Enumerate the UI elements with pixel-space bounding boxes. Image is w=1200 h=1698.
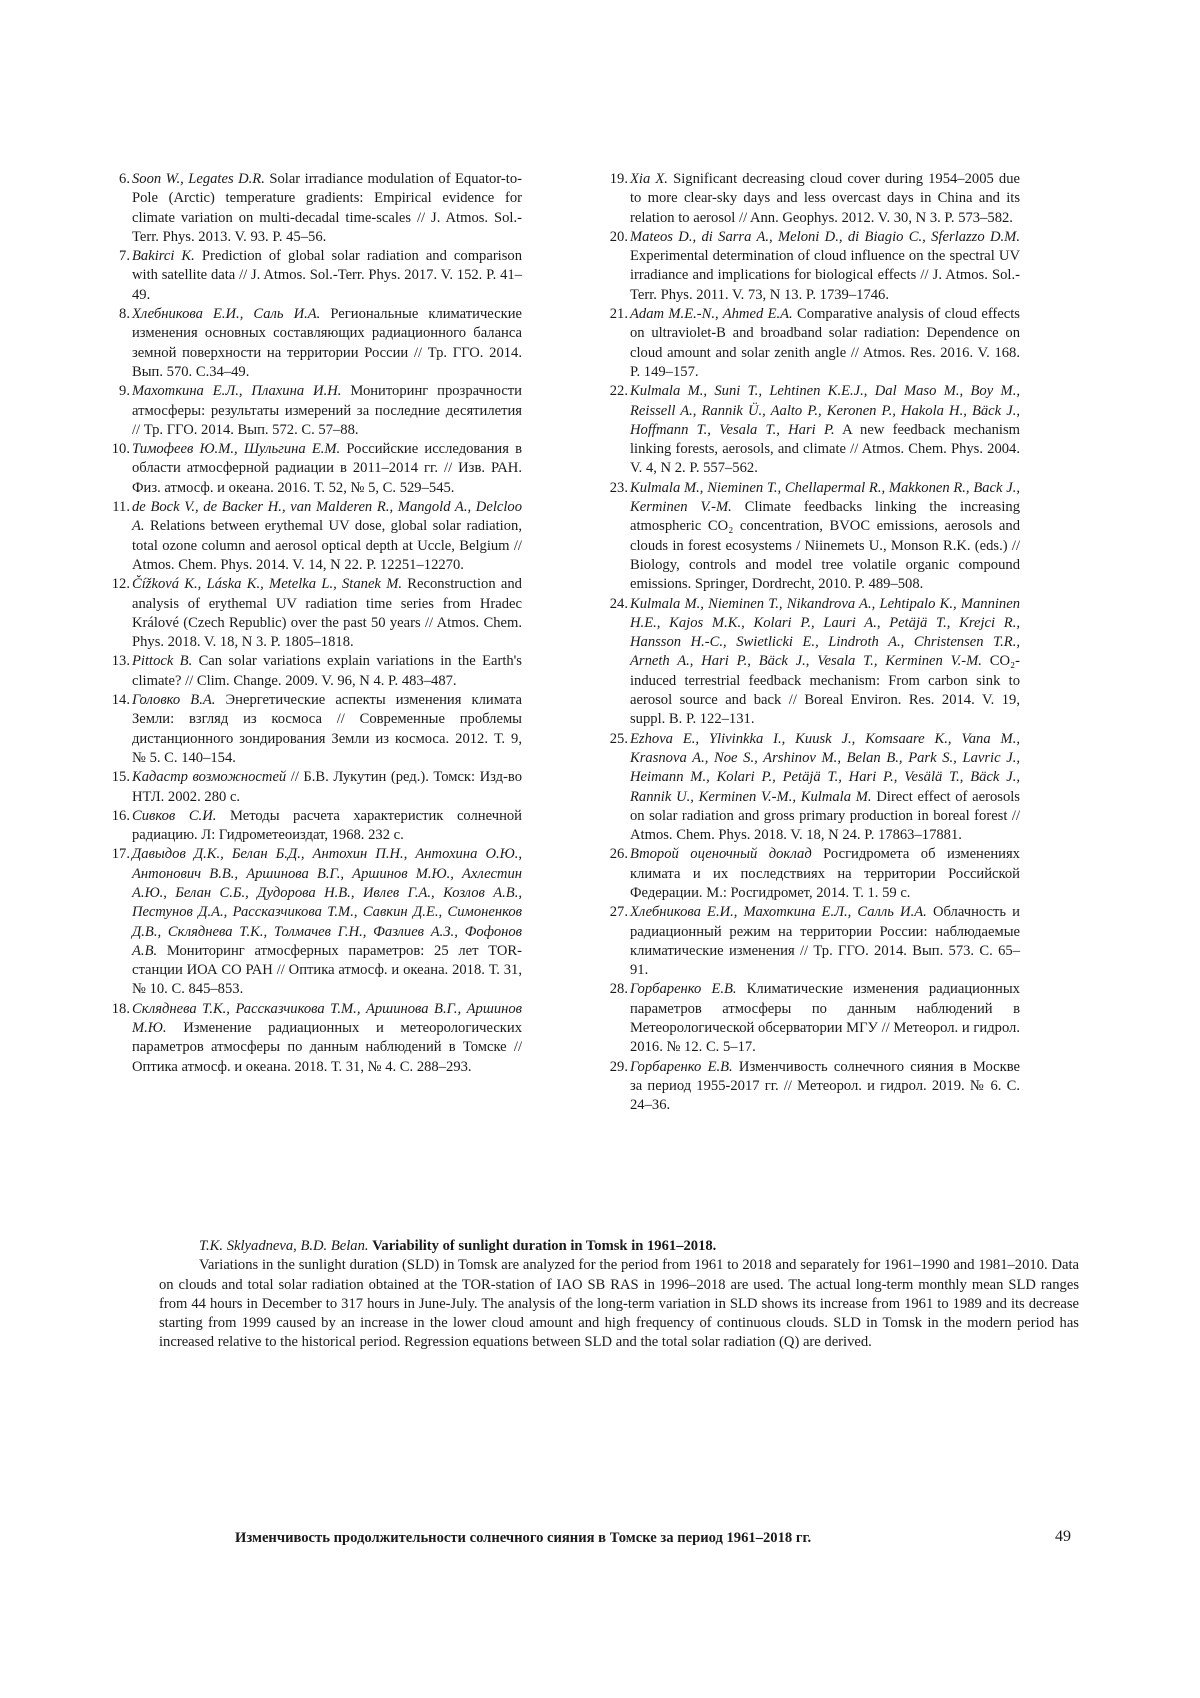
reference-item [112, 247, 522, 305]
reference-item [112, 575, 522, 652]
reference-text: Experimental determination of cloud influence on the spectral UV irradiance and implications for biological effects // J. Atmos. Sol.-Terr. Phys. 2011. V. 73, N 13. P. 1739–1746. [630, 248, 1020, 303]
reference-number: 13. [111, 653, 130, 670]
reference-item [112, 691, 522, 768]
reference-item [610, 305, 1020, 382]
reference-text: Solar irradiance modulation of Equator-to-Pole (Arctic) temperature gradients: Empirical evidence for climate variation on multi-decadal time-scales // J. Atmos. Sol.-Terr. Phys. 2013. V. 93. P. 45–56. [132, 171, 522, 245]
reference-authors: Čížková K., Láska K., Metelka L., Stanek M. [132, 576, 402, 593]
reference-item [112, 170, 522, 247]
page-number: 49 [1055, 1528, 1071, 1545]
reference-text: Региональные климатические изменения основных составляющих радиационного баланса земной поверхности на территории России // Тр. ГГО. 2014. Вып. 570. С.34–49. [132, 306, 522, 380]
reference-authors: Горбаренко Е.В. [630, 1058, 733, 1075]
reference-authors: Тимофеев Ю.М., Шульгина Е.М. [132, 441, 341, 458]
reference-number: 23. [609, 479, 628, 496]
reference-text: Методы расчета характеристик солнечной радиацию. Л: Гидрометеоиздат, 1968. 232 с. [132, 807, 522, 844]
abstract-heading [159, 1237, 1079, 1256]
abstract-body: Variations in the sunlight duration (SLD) in Tomsk are analyzed for the period from 1961 to 2018 and separately for 1961–1990 and 1981–2010. Data on clouds and total solar radiation obtained at the TOR-station of IAO SB RAS in 1996–2018 are used. The actual long-term monthly mean SLD ranges from 44 hours in December to 317 hours in June-July. The analysis of the long-term variation in SLD shows its increase from 1961 to 1989 and its decrease starting from 1999 caused by an increase in the lower cloud amount and high frequency of continuous clouds. SLD in Tomsk in the modern period has increased relative to the historical period. Regression equations between SLD and the total solar radiation (Q) are derived. [159, 1257, 1079, 1351]
reference-authors: Ezhova E., Ylivinkka I., Kuusk J., Komsaare K., Vana M., Krasnova A., Noe S., Arshinov M., Belan B., Park S., Lavric J., Heimann M., Kolari P., Petäjä T., Hari P., Vesälä T., Bäck J., Rannik U., Kerminen V.-M., Kulmala M. [630, 730, 1020, 805]
reference-authors: Головко В.А. [132, 692, 216, 709]
reference-authors: Xia X. [630, 171, 668, 187]
reference-number: 26. [609, 846, 628, 863]
reference-item [112, 652, 522, 691]
reference-text: Relations between erythemal UV dose, global solar radiation, total ozone column and aerosol optical depth at Uccle, Belgium // Atmos. Chem. Phys. 2014. V. 14, N 22. P. 12251–12270. [132, 518, 522, 573]
reference-authors: Adam M.E.-N., Ahmed E.A. [630, 306, 793, 323]
references-right-column [610, 170, 1020, 1116]
reference-number: 22. [609, 383, 628, 400]
reference-authors: Кадастр возможностей [132, 769, 287, 786]
reference-authors: Soon W., Legates D.R. [132, 171, 265, 187]
reference-number: 7. [119, 248, 130, 265]
reference-item [610, 479, 1020, 595]
reference-text: Изменение радиационных и метеорологических параметров атмосферы по данным наблюдений в Томске // Оптика атмосф. и океана. 2018. Т. 31, № 4. С. 288–293. [132, 1020, 522, 1075]
reference-authors: Махоткина Е.Л., Плахина И.Н. [132, 383, 342, 400]
reference-item [610, 595, 1020, 730]
reference-text: Российские исследования в области атмосферной радиации в 2011–2014 гг. // Изв. РАН. Физ. атмосф. и океана. 2016. Т. 52, № 5, С. 529–545. [132, 441, 522, 496]
reference-text: Мониторинг прозрачности атмосферы: результаты измерений за последние десятилетия // Тр. ГГО. 2014. Вып. 572. С. 57–88. [132, 383, 522, 438]
reference-text: Reconstruction and analysis of erythemal UV radiation time series from Hradec Králové (Czech Republic) over the past 50 years // Atmos. Chem. Phys. 2018. V. 18, N 3. P. 1805–1818. [132, 576, 522, 651]
reference-item [610, 1058, 1020, 1116]
reference-authors: Сивков С.И. [132, 807, 217, 824]
reference-item [112, 768, 522, 807]
reference-authors: Mateos D., di Sarra A., Meloni D., di Biagio C., Sferlazzo D.M. [630, 228, 1020, 245]
reference-number: 6. [119, 171, 130, 187]
reference-item [112, 845, 522, 999]
reference-text: CO₂-induced terrestrial feedback mechanism: From carbon sink to aerosol source and back // Boreal Environ. Res. 2014. V. 19, suppl. B. P. 122–131. [630, 653, 1020, 728]
reference-number: 8. [119, 306, 130, 323]
reference-number: 25. [609, 730, 628, 747]
english-abstract [159, 1237, 1079, 1353]
reference-item [610, 845, 1020, 903]
reference-text: Can solar variations explain variations in the Earth's climate? // Clim. Change. 2009. V. 96, N 4. P. 483–487. [132, 653, 522, 689]
reference-number: 28. [609, 981, 628, 998]
reference-authors: Bakirci K. [132, 248, 195, 265]
reference-text: Climate feedbacks linking the increasing atmospheric CO₂ concentration, BVOC emissions, aerosols and clouds in forest ecosystems / Niinemets U., Monson R.K. (eds.) // Biology, controls and model tree volatile organic compound emissions. Springer, Dordrecht, 2010. P. 489–508. [630, 499, 1020, 593]
reference-item [610, 730, 1020, 846]
reference-number: 17. [111, 846, 130, 863]
reference-number: 20. [609, 228, 628, 245]
reference-text: // Б.В. Лукутин (ред.). Томск: Изд-во НТЛ. 2002. 280 с. [132, 769, 523, 805]
reference-item [112, 498, 522, 575]
reference-text: Significant decreasing cloud cover during 1954–2005 due to more clear-sky days and less overcast days in China and its relation to aerosol // Ann. Geophys. 2012. V. 30, N 3. P. 573–582. [630, 171, 1020, 226]
reference-item [112, 1000, 522, 1077]
reference-text: Prediction of global solar radiation and comparison with satellite data // J. Atmos. Sol.-Terr. Phys. 2017. V. 152. P. 41–49. [132, 248, 523, 303]
reference-text: Изменчивость солнечного сияния в Москве за период 1955-2017 гг. // Метеорол. и гидрол. 2019. № 6. С. 24–36. [630, 1058, 1020, 1114]
reference-item [112, 382, 522, 440]
reference-number: 18. [111, 1000, 130, 1017]
reference-item [112, 440, 522, 498]
reference-number: 14. [111, 692, 130, 709]
reference-text: Comparative analysis of cloud effects on ultraviolet-B and broadband solar radiation: Dependence on cloud amount and solar zenith angle // Atmos. Res. 2016. V. 168. P. 149–157. [630, 306, 1020, 380]
reference-authors: Kulmala M., Nieminen T., Nikandrova A., Lehtipalo K., Manninen H.E., Kajos M.K., Kolari P., Lauri A., Petäjä T., Krejci R., Hansson H.-C., Swietlicki E., Lindroth A., Christensen T.R., Arneth A., Hari P., Bäck J., Vesala T., Kerminen V.-M. [630, 595, 1020, 670]
reference-authors: Хлебникова Е.И., Махоткина Е.Л., Салль И.А. [630, 904, 927, 921]
reference-authors: Второй оценочный доклад [630, 846, 812, 863]
reference-text: A new feedback mechanism linking forests, aerosols, and climate // Atmos. Chem. Phys. 2004. V. 4, N 2. P. 557–562. [630, 421, 1020, 477]
abstract-title: Variability of sunlight duration in Tomsk in 1961–2018. [372, 1238, 717, 1254]
reference-number: 27. [609, 904, 628, 921]
reference-number: 15. [111, 769, 130, 786]
reference-text: Мониторинг атмосферных параметров: 25 лет TOR-станции ИОА СО РАН // Оптика атмосф. и океана. 2018. Т. 31, № 10. С. 845–853. [132, 942, 522, 998]
reference-number: 10. [111, 441, 130, 458]
reference-text: Росгидромета об изменениях климата и их последствиях на территории Российской Федерации. М.: Росгидромет, 2014. Т. 1. 59 с. [630, 846, 1020, 901]
reference-number: 19. [609, 171, 628, 187]
reference-authors: de Bock V., de Backer H., van Malderen R., Mangold A., Delcloo A. [132, 499, 522, 535]
reference-item [610, 228, 1020, 305]
reference-authors: Pittock B. [132, 653, 193, 670]
reference-item [610, 980, 1020, 1057]
reference-item [610, 903, 1020, 980]
abstract-authors: T.K. Sklyadneva, B.D. Belan. [199, 1238, 369, 1254]
reference-number: 24. [609, 595, 628, 612]
reference-authors: Скляднева Т.К., Рассказчикова Т.М., Аршинова В.Г., Аршинов М.Ю. [132, 1000, 522, 1037]
reference-text: Климатические изменения радиационных параметров атмосферы по данным наблюдений в Метеорологической обсерватории МГУ // Метеорол. и гидрол. 2016. № 12. С. 5–17. [630, 981, 1020, 1056]
reference-text: Энергетические аспекты изменения климата Земли: взгляд из космоса // Современные проблемы дистанционного зондирования Земли из космоса. 2012. Т. 9, № 5. С. 140–154. [132, 692, 522, 766]
references-left-column [112, 170, 522, 1077]
reference-number: 12. [111, 576, 130, 593]
reference-item [610, 382, 1020, 478]
running-title: Изменчивость продолжительности солнечного сияния в Томске за период 1961–2018 гг. [235, 1530, 812, 1546]
reference-number: 11. [112, 499, 130, 516]
reference-item [112, 305, 522, 382]
reference-number: 29. [609, 1058, 628, 1075]
reference-authors: Kulmala M., Nieminen T., Chellapermal R., Makkonen R., Back J., Kerminen V.-M. [630, 479, 1020, 516]
reference-number: 21. [609, 306, 628, 323]
reference-item [112, 807, 522, 846]
reference-item [610, 170, 1020, 228]
reference-number: 16. [111, 807, 130, 824]
reference-authors: Горбаренко Е.В. [630, 981, 737, 998]
reference-authors: Давыдов Д.К., Белан Б.Д., Антохин П.Н., Антохина О.Ю., Антонович В.В., Аршинова В.Г., Аршинов М.Ю., Ахлестин А.Ю., Белан С.Б., Дудорова Н.В., Ивлев Г.А., Козлов А.В., Пестунов Д.А., Рассказчикова Т.М., Савкин Д.Е., Симоненков Д.В., Скляднева Т.К., Толмачев Г.Н., Фазлиев А.З., Фофонов А.В. [132, 846, 522, 959]
reference-number: 9. [119, 383, 130, 400]
reference-authors: Хлебникова Е.И., Саль И.А. [132, 306, 321, 323]
reference-text: Облачность и радиационный режим на территории России: наблюдаемые климатические изменения // Тр. ГГО. 2014. Вып. 573. С. 65–91. [630, 904, 1020, 979]
reference-authors: Kulmala M., Suni T., Lehtinen K.E.J., Dal Maso M., Boy M., Reissell A., Rannik Ü., Aalto P., Keronen P., Hakola H., Bäck J., Hoffmann T., Vesala T., Hari P. [630, 383, 1020, 438]
reference-text: Direct effect of aerosols on solar radiation and gross primary production in boreal forest // Atmos. Chem. Phys. 2018. V. 18, N 24. P. 17863–17881. [630, 788, 1020, 844]
